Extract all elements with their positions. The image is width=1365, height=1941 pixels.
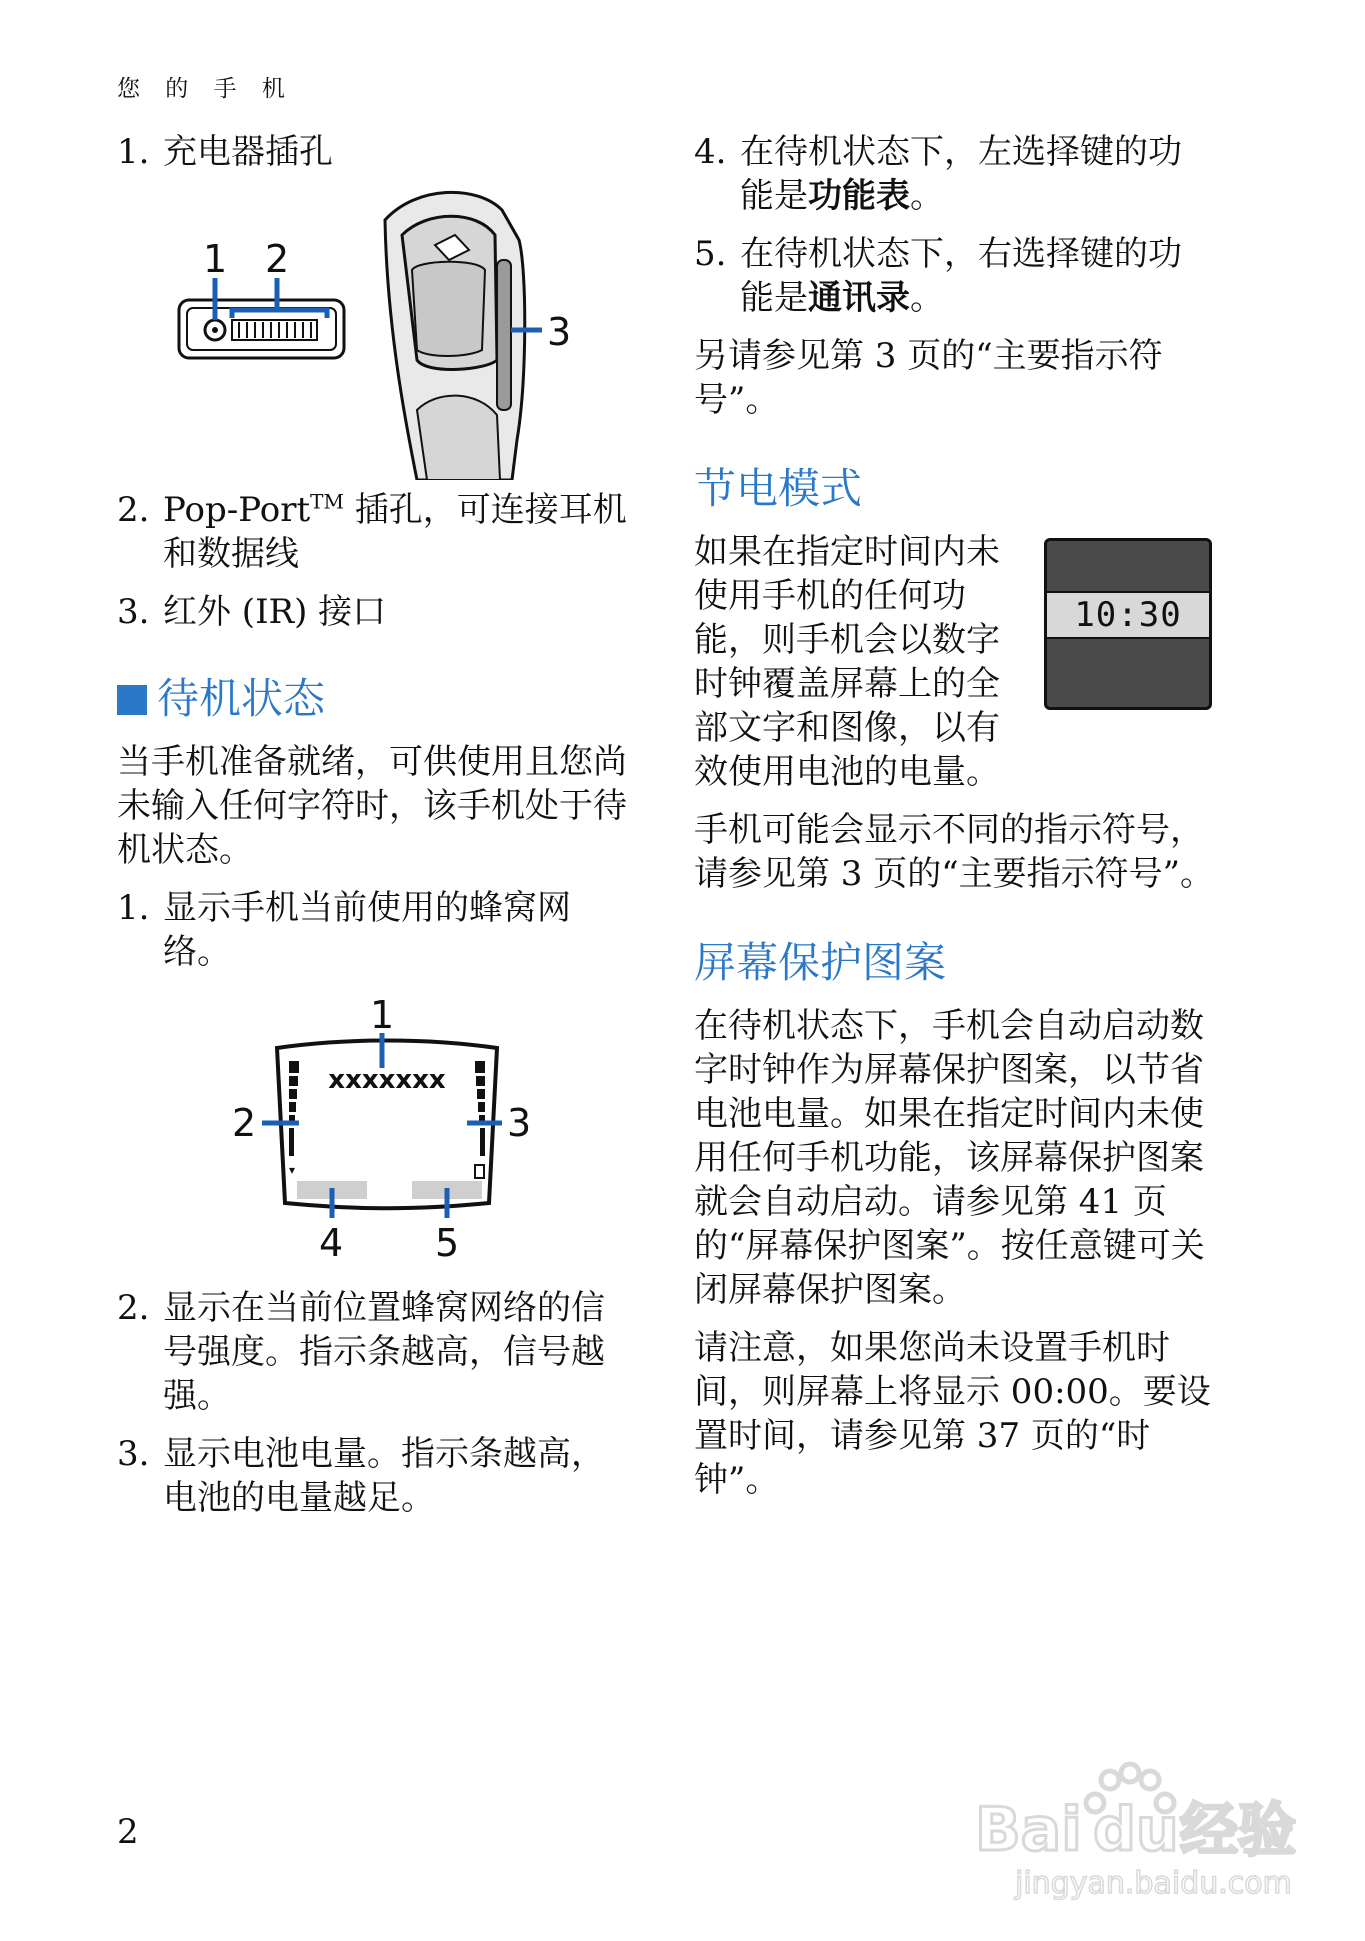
page-number: 2	[117, 1812, 139, 1852]
list-number: 2.	[117, 490, 150, 530]
list-text: 充电器插孔	[163, 132, 333, 172]
watermark-brand: Bai	[975, 1795, 1082, 1865]
baidu-jingyan-watermark	[975, 1755, 1325, 1905]
list-item	[117, 590, 637, 634]
running-head: 您 的 手 机	[117, 76, 294, 102]
list-number: 3.	[117, 592, 150, 632]
list-item	[117, 886, 637, 974]
standby-screen-figure	[117, 988, 637, 1278]
list-text	[163, 488, 637, 576]
clock-screen-figure	[1044, 538, 1212, 710]
svg-text:▾: ▾	[289, 1163, 296, 1177]
section-heading: 屏幕保护图案	[694, 938, 947, 987]
list-number: 1.	[117, 132, 150, 172]
section-heading: 节电模式	[694, 464, 863, 513]
item4-text: 在待机状态下，左选择键的功能是	[740, 132, 1182, 216]
fig2-label-1: 1	[370, 993, 395, 1037]
paragraph: 手机可能会显示不同的指示符号，请参见第 3 页的“主要指示符号”。	[694, 810, 1215, 894]
watermark-brand2: du	[1093, 1795, 1179, 1865]
list-text: 显示手机当前使用的蜂窝网络。	[163, 888, 571, 972]
list-number: 3.	[117, 1434, 150, 1474]
fig2-label-5: 5	[435, 1221, 460, 1265]
menu-term: 功能表	[808, 176, 910, 216]
list-text: 红外 (IR) 接口	[163, 592, 387, 632]
fig1-label-2: 2	[265, 237, 290, 281]
list-item	[117, 130, 637, 174]
power-save-block	[694, 530, 1214, 794]
fig2-label-4: 4	[319, 1221, 344, 1265]
contacts-term: 通讯录	[808, 278, 910, 318]
operator-name: xxxxxxx	[328, 1065, 446, 1095]
fig1-label-1: 1	[203, 237, 228, 281]
section-heading	[117, 672, 637, 726]
list-item	[117, 1432, 637, 1520]
left-column	[117, 130, 637, 1520]
item4-end: 。	[910, 176, 944, 216]
watermark-url: jingyan.baidu.com	[1015, 1866, 1292, 1901]
list-number: 5.	[694, 234, 727, 274]
heading-text: 待机状态	[157, 674, 326, 723]
list-item	[117, 488, 637, 576]
list-text	[740, 130, 1214, 218]
list-text	[740, 232, 1214, 320]
list-item	[117, 1286, 637, 1418]
fig2-label-3: 3	[507, 1101, 532, 1145]
watermark-cn: 经验	[1180, 1796, 1297, 1864]
fig1-label-3: 3	[547, 310, 572, 354]
list-text: 显示在当前位置蜂窝网络的信号强度。指示条越高，信号越强。	[163, 1288, 605, 1416]
clock-digits: 10:30	[1047, 591, 1209, 639]
paragraph: 当手机准备就绪，可供使用且您尚未输入任何字符时，该手机处于待机状态。	[117, 742, 627, 870]
item5-text: 在待机状态下，右选择键的功能是	[740, 234, 1182, 318]
list-item	[694, 232, 1214, 320]
charger-port-figure	[117, 180, 637, 480]
popport-text: Pop-Port	[163, 490, 311, 530]
heading-square-icon	[117, 685, 147, 715]
right-column	[694, 130, 1214, 1502]
fig2-label-2: 2	[232, 1101, 257, 1145]
paragraph: 另请参见第 3 页的“主要指示符号”。	[694, 336, 1163, 420]
item5-end: 。	[910, 278, 944, 318]
list-item	[694, 130, 1214, 218]
popport-desc: 插孔，可连接耳机和数据线	[163, 490, 627, 574]
paragraph: 如果在指定时间内未使用手机的任何功能，则手机会以数字时钟覆盖屏幕上的全部文字和图像，以有效使用电池的电量。	[694, 532, 1000, 792]
list-text: 显示电池电量。指示条越高，电池的电量越足。	[163, 1434, 605, 1518]
list-number: 1.	[117, 888, 150, 928]
list-number: 4.	[694, 132, 727, 172]
paragraph: 在待机状态下，手机会自动启动数字时钟作为屏幕保护图案，以节省电池电量。如果在指定时间内未使用任何手机功能，该屏幕保护图案就会自动启动。请参见第 41 页的“屏幕保护图案”。按任意键可关闭屏幕保护图案。	[694, 1006, 1205, 1310]
list-number: 2.	[117, 1288, 150, 1328]
paragraph: 请注意，如果您尚未设置手机时间，则屏幕上将显示 00:00。要设置时间，请参见第 37 页的“时钟”。	[694, 1328, 1211, 1500]
trademark-sup: TM	[310, 489, 344, 514]
